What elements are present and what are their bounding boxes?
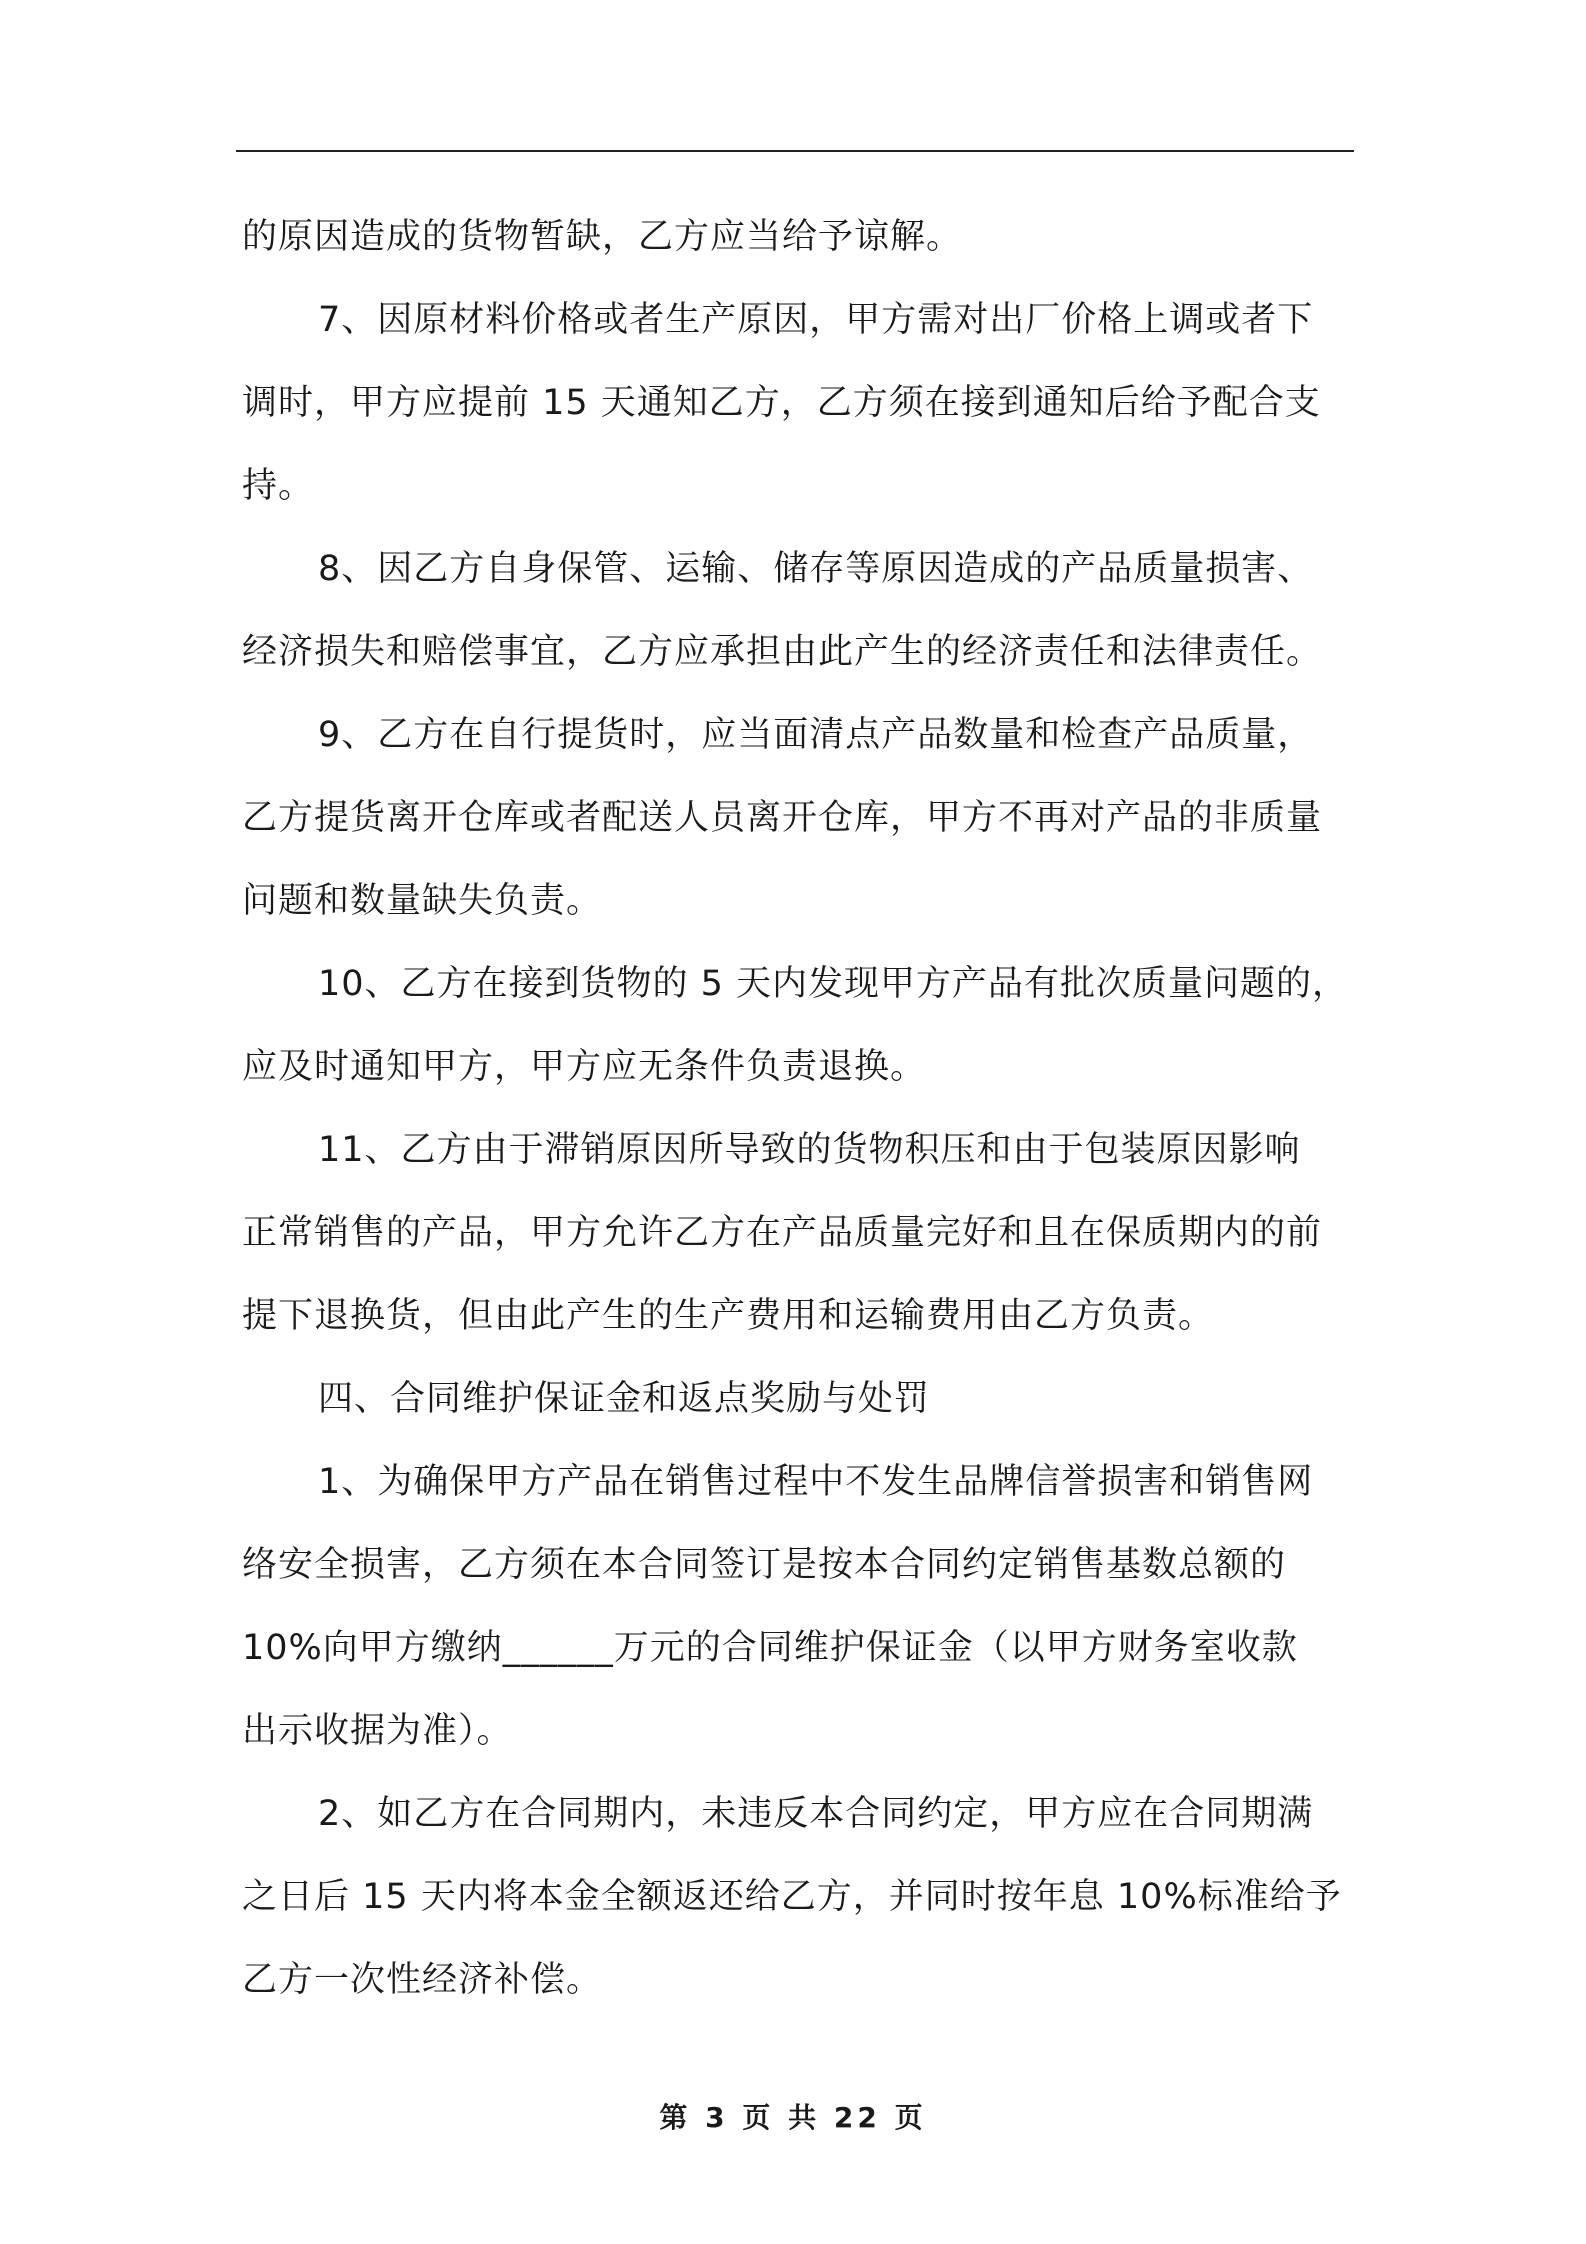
text-line: 络安全损害，乙方须在本合同签订是按本合同约定销售基数总额的 — [242, 1545, 1287, 1585]
page-number-footer: 第 3 页 共 22 页 — [659, 2101, 927, 2134]
text-line: 8、因乙方自身保管、运输、储存等原因造成的产品质量损害、 — [318, 549, 1314, 589]
text-line: 持。 — [242, 466, 315, 506]
text-line: 应及时通知甲方，甲方应无条件负责退换。 — [242, 1047, 927, 1087]
text-line: 之日后 15 天内将本金全额返还给乙方，并同时按年息 10%标准给予 — [242, 1877, 1342, 1917]
text-line: 问题和数量缺失负责。 — [242, 881, 603, 921]
text-line: 提下退换货，但由此产生的生产费用和运输费用由乙方负责。 — [242, 1296, 1215, 1336]
section-heading: 四、合同维护保证金和返点奖励与处罚 — [318, 1379, 931, 1419]
text-line: 出示收据为准）。 — [242, 1711, 513, 1751]
text-line: 2、如乙方在合同期内，未违反本合同约定，甲方应在合同期满 — [318, 1794, 1314, 1834]
text-line: 7、因原材料价格或者生产原因，甲方需对出厂价格上调或者下 — [318, 300, 1314, 340]
text-line: 乙方一次性经济补偿。 — [242, 1960, 603, 2000]
header-rule — [236, 150, 1354, 152]
text-line: 调时，甲方应提前 15 天通知乙方，乙方须在接到通知后给予配合支 — [242, 383, 1321, 423]
text-line: 1、为确保甲方产品在销售过程中不发生品牌信誉损害和销售网 — [318, 1462, 1314, 1502]
body-text — [242, 196, 1354, 2022]
text-line: 经济损失和赔偿事宜，乙方应承担由此产生的经济责任和法律责任。 — [242, 632, 1323, 672]
text-line: 乙方提货离开仓库或者配送人员离开仓库，甲方不再对产品的非质量 — [242, 798, 1323, 838]
text-line: 10%向甲方缴纳______万元的合同维护保证金（以甲方财务室收款 — [242, 1628, 1298, 1668]
text-line: 10、乙方在接到货物的 5 天内发现甲方产品有批次质量问题的， — [318, 964, 1349, 1004]
text-line: 9、乙方在自行提货时，应当面清点产品数量和检查产品质量， — [318, 715, 1314, 755]
text-line: 的原因造成的货物暂缺，乙方应当给予谅解。 — [242, 217, 963, 257]
text-line: 11、乙方由于滞销原因所导致的货物积压和由于包装原因影响 — [318, 1130, 1301, 1170]
text-line: 正常销售的产品，甲方允许乙方在产品质量完好和且在保质期内的前 — [242, 1213, 1323, 1253]
